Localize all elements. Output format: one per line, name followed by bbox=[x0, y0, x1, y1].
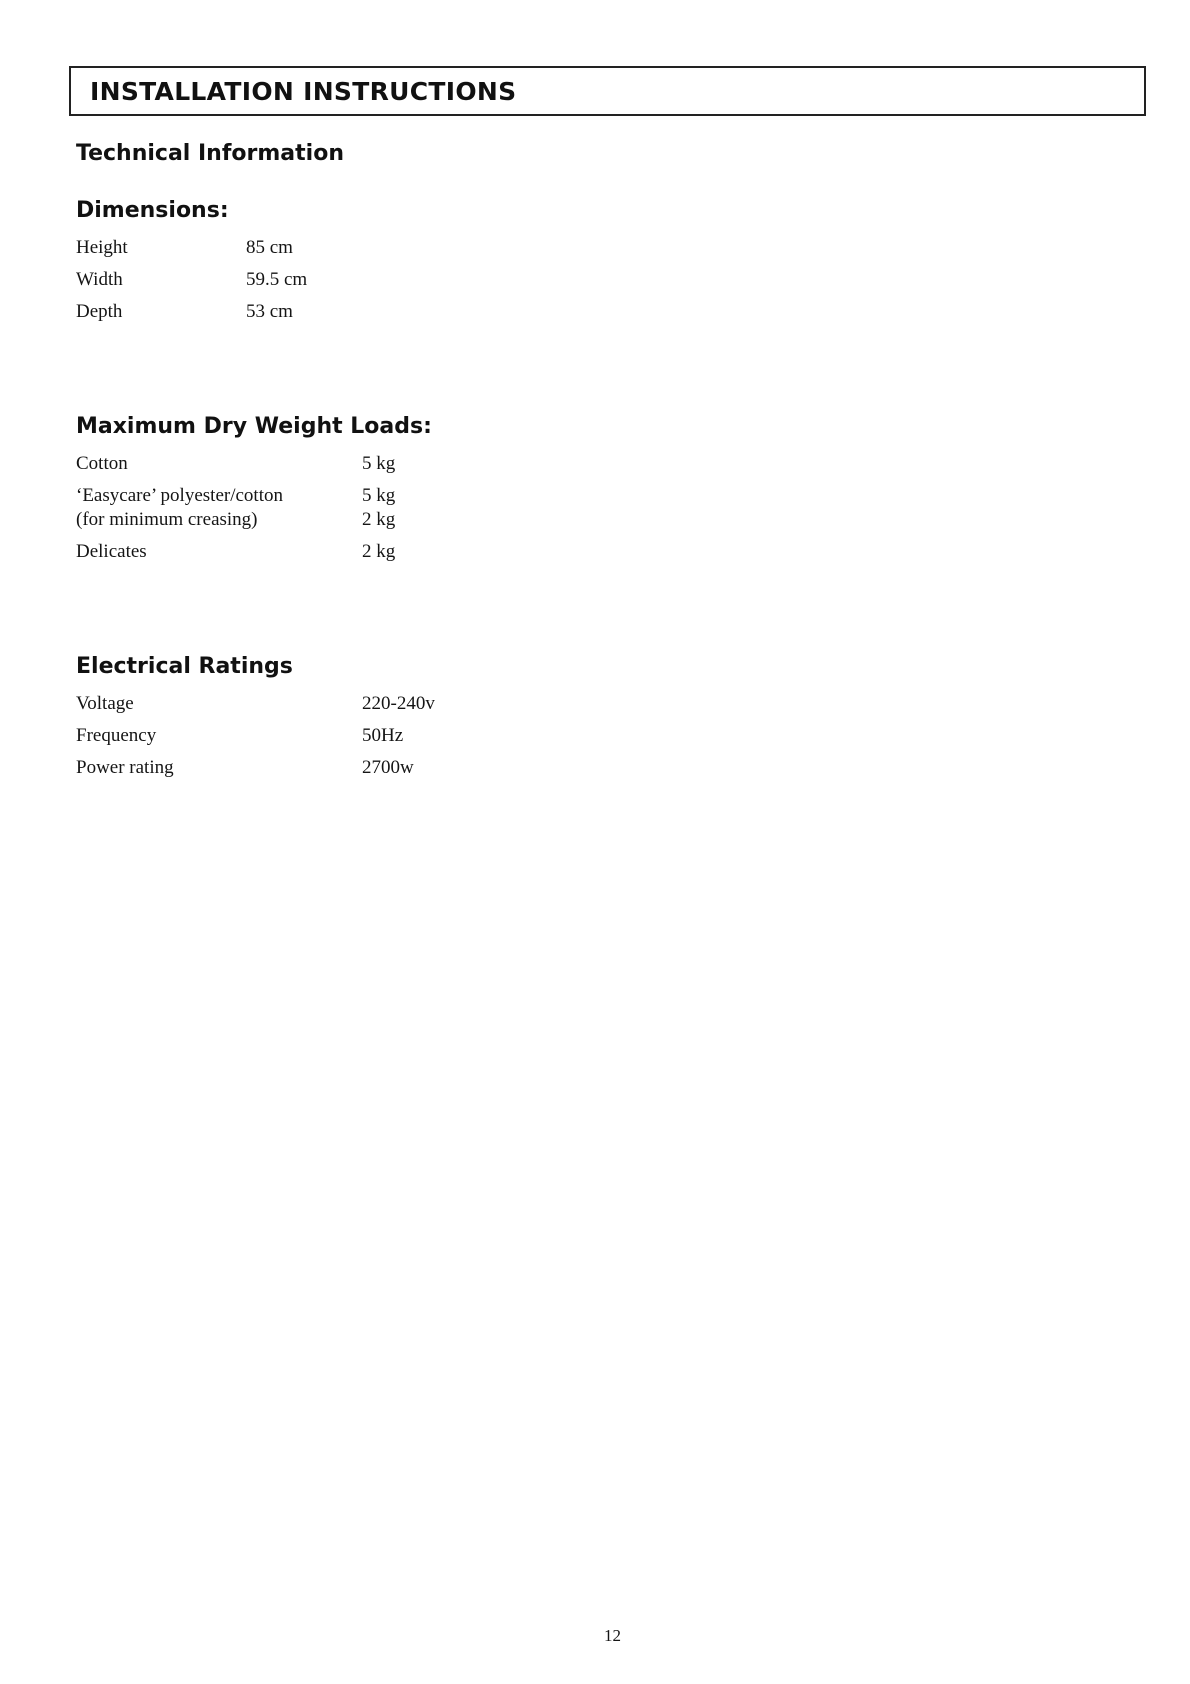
electrical-value: 220-240v bbox=[362, 693, 435, 714]
page-number: 12 bbox=[604, 1626, 621, 1645]
technical-information-heading: Technical Information bbox=[76, 141, 344, 166]
dimension-label: Width bbox=[76, 269, 123, 290]
section-header-box bbox=[69, 66, 1146, 116]
dimensions-heading: Dimensions: bbox=[76, 198, 229, 223]
dimension-label: Depth bbox=[76, 301, 123, 322]
dimension-value: 53 cm bbox=[246, 301, 293, 322]
electrical-label: Voltage bbox=[76, 693, 134, 714]
load-label: Cotton bbox=[76, 453, 128, 474]
dimension-label: Height bbox=[76, 237, 128, 258]
max-dry-weight-loads-heading: Maximum Dry Weight Loads: bbox=[76, 414, 432, 439]
dimension-value: 85 cm bbox=[246, 237, 293, 258]
load-value: 2 kg bbox=[362, 541, 396, 562]
load-value: 5 kg bbox=[362, 485, 396, 506]
load-label: ‘Easycare’ polyester/cotton bbox=[76, 485, 283, 506]
load-value: 2 kg bbox=[362, 509, 396, 530]
electrical-value: 2700w bbox=[362, 757, 414, 778]
load-label: (for minimum creasing) bbox=[76, 509, 258, 530]
electrical-label: Power rating bbox=[76, 757, 174, 778]
section-header-title: INSTALLATION INSTRUCTIONS bbox=[90, 77, 517, 106]
electrical-value: 50Hz bbox=[362, 725, 404, 746]
load-value: 5 kg bbox=[362, 453, 396, 474]
dimension-value: 59.5 cm bbox=[246, 269, 308, 290]
load-label: Delicates bbox=[76, 541, 147, 562]
electrical-ratings-heading: Electrical Ratings bbox=[76, 654, 293, 679]
electrical-label: Frequency bbox=[76, 725, 157, 746]
